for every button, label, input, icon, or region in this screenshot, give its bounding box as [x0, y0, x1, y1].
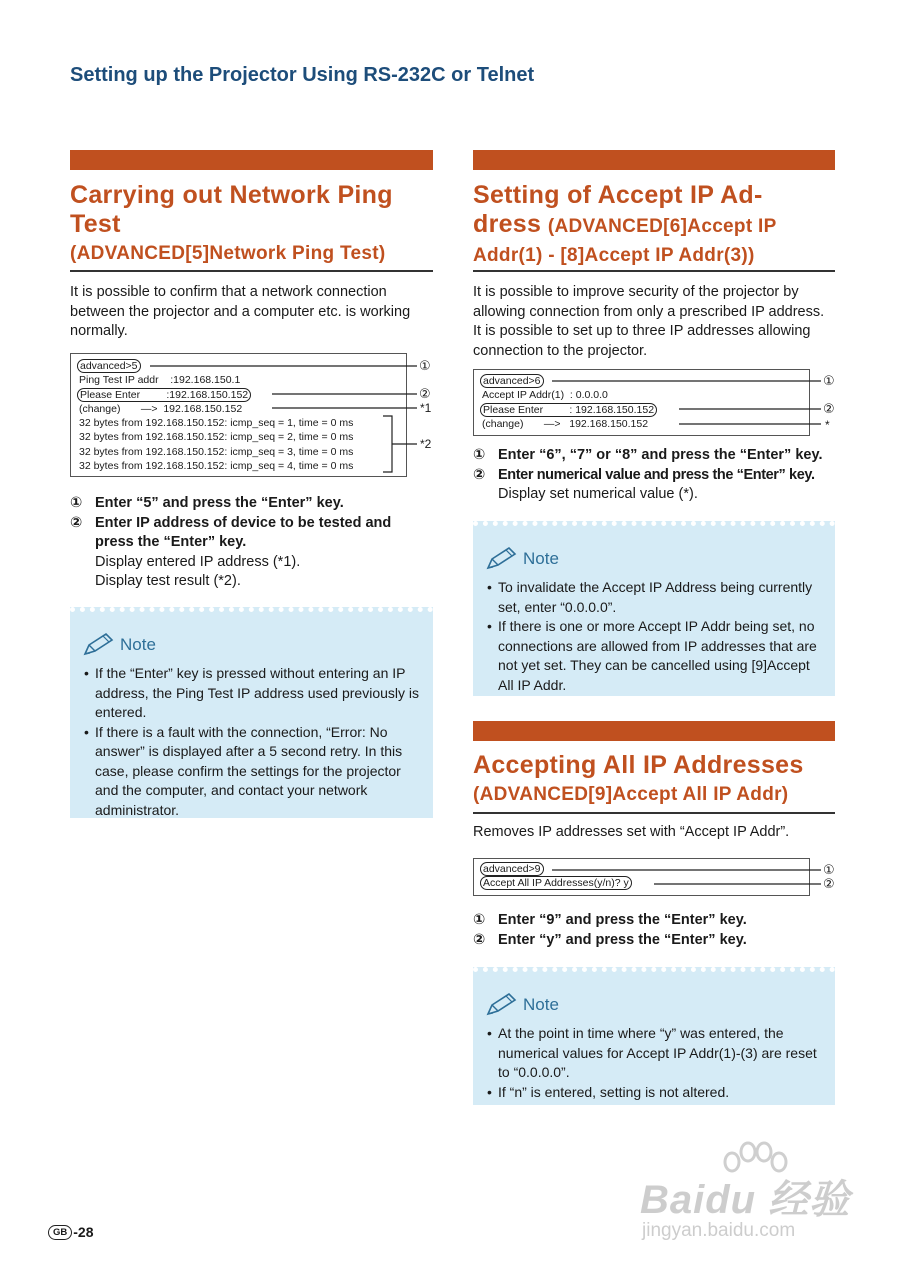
accept-title-line2: dress: [473, 210, 542, 238]
note-item: • To invalidate the Accept IP Address being currently set, enter “0.0.0.0”.: [487, 578, 825, 617]
accept-intro: It is possible to improve security of the projector by allowing connection from only a prescribed IP address. It is possible to set up to three IP addresses allowing connection to the projector.: [473, 284, 825, 359]
accept-all-steps: [473, 911, 835, 950]
callout-1: ①: [823, 373, 835, 388]
note-item: • If the “Enter” key is pressed without entering an IP address, the Ping Test IP address used previously is entered.: [84, 664, 423, 723]
page-number-text: -28: [73, 1224, 94, 1240]
callout-star1: *1: [420, 401, 432, 415]
note-header: [473, 972, 835, 1018]
ping-intro: It is possible to confirm that a network connection between the projector and a computer etc. is working normally.: [70, 284, 411, 339]
terminal-line-highlighted: Please Enter : 192.168.150.152: [480, 403, 657, 417]
watermark-logo: Baidu 经验: [640, 1178, 851, 1222]
ping-title-line1: Carrying out Network Ping: [70, 181, 393, 209]
note-item: • If there is a fault with the connection, “Error: No answer” is displayed after a 5 second retry. In this case, please confirm the settings for the projector and the computer, and contact your network administrator.: [84, 723, 423, 821]
callout-star2: *2: [420, 437, 432, 451]
terminal-command: advanced>9: [480, 862, 544, 876]
accept-title-line2-small: (ADVANCED[6]Accept IP: [547, 216, 777, 237]
terminal-line: Accept IP Addr(1) : 0.0.0.0: [482, 389, 608, 402]
terminal-line: 32 bytes from 192.168.150.152: icmp_seq = 3, time = 0 ms: [79, 445, 354, 458]
terminal-line: 32 bytes from 192.168.150.152: icmp_seq = 2, time = 0 ms: [79, 431, 354, 444]
terminal-line-highlighted: Please Enter :192.168.150.152: [77, 388, 251, 402]
terminal-command: advanced>5: [77, 359, 141, 373]
note-list: [473, 1024, 835, 1102]
callout-star: *: [825, 418, 830, 432]
step-item: ② Enter “y” and press the “Enter” key.: [473, 931, 747, 948]
step-item: ① Enter “9” and press the “Enter” key.: [473, 912, 747, 928]
step-detail: Display test result (*2).: [95, 573, 241, 589]
callout-2: ②: [823, 401, 835, 416]
step-item: ② Enter numerical value and press the “Enter” key.: [473, 466, 815, 483]
accept-all-intro: Removes IP addresses set with “Accept IP Addr”.: [473, 824, 790, 840]
callout-2: ②: [419, 386, 431, 401]
terminal-command: advanced>6: [480, 374, 544, 388]
terminal-line: 32 bytes from 192.168.150.152: icmp_seq = 1, time = 0 ms: [79, 417, 354, 430]
note-label: Note: [523, 995, 559, 1014]
note-item: • If there is one or more Accept IP Addr being set, no connections are allowed from IP addresses that are not yet set. They can be cancelled using [9]Accept All IP Addr.: [487, 617, 825, 695]
watermark-url: jingyan.baidu.com: [642, 1220, 796, 1241]
ping-subtitle: (ADVANCED[5]Network Ping Test): [70, 243, 386, 264]
callout-2: ②: [823, 876, 835, 891]
baidu-watermark: [640, 1140, 860, 1250]
accept-title-line1: Setting of Accept IP Ad-: [473, 181, 763, 209]
note-item: • If “n” is entered, setting is not altered.: [487, 1083, 825, 1103]
callout-1: ①: [823, 862, 835, 877]
page-header-title: Setting up the Projector Using RS-232C or Telnet: [70, 64, 535, 86]
terminal-line: (change) —> 192.168.150.152: [482, 417, 649, 430]
pencil-icon: [485, 992, 519, 1018]
note-label: Note: [120, 635, 156, 654]
accept-all-title: Accepting All IP Addresses: [473, 751, 804, 779]
accept-all-subtitle: (ADVANCED[9]Accept All IP Addr): [473, 784, 789, 805]
step-detail: Display entered IP address (*1).: [95, 553, 301, 570]
note-label: Note: [523, 549, 559, 568]
terminal-line: (change) —> 192.168.150.152: [79, 402, 243, 415]
ping-title-line2: Test: [70, 210, 121, 238]
step-item: ① Enter “5” and press the “Enter” key.: [70, 495, 344, 511]
terminal-line-highlighted: Accept All IP Addresses(y/n)? y: [480, 876, 632, 890]
accept-all-note-box: [473, 967, 835, 1105]
step-detail: Display set numerical value (*).: [498, 486, 698, 502]
page-number: [48, 1224, 93, 1240]
accept-subtitle: Addr(1) - [8]Accept IP Addr(3)): [473, 245, 755, 266]
callout-1: ①: [419, 358, 431, 373]
note-item: • At the point in time where “y” was entered, the numerical values for Accept IP Addr(1)-(3) are reset to “0.0.0.0”.: [487, 1024, 825, 1083]
terminal-line: 32 bytes from 192.168.150.152: icmp_seq = 4, time = 0 ms: [79, 460, 354, 473]
step-item: ② Enter IP address of device to be tested and press the “Enter” key.: [70, 514, 392, 550]
step-item: ① Enter “6”, “7” or “8” and press the “Enter” key.: [473, 447, 823, 463]
terminal-line: Ping Test IP addr :192.168.150.1: [79, 374, 241, 387]
region-badge: GB: [48, 1225, 72, 1240]
